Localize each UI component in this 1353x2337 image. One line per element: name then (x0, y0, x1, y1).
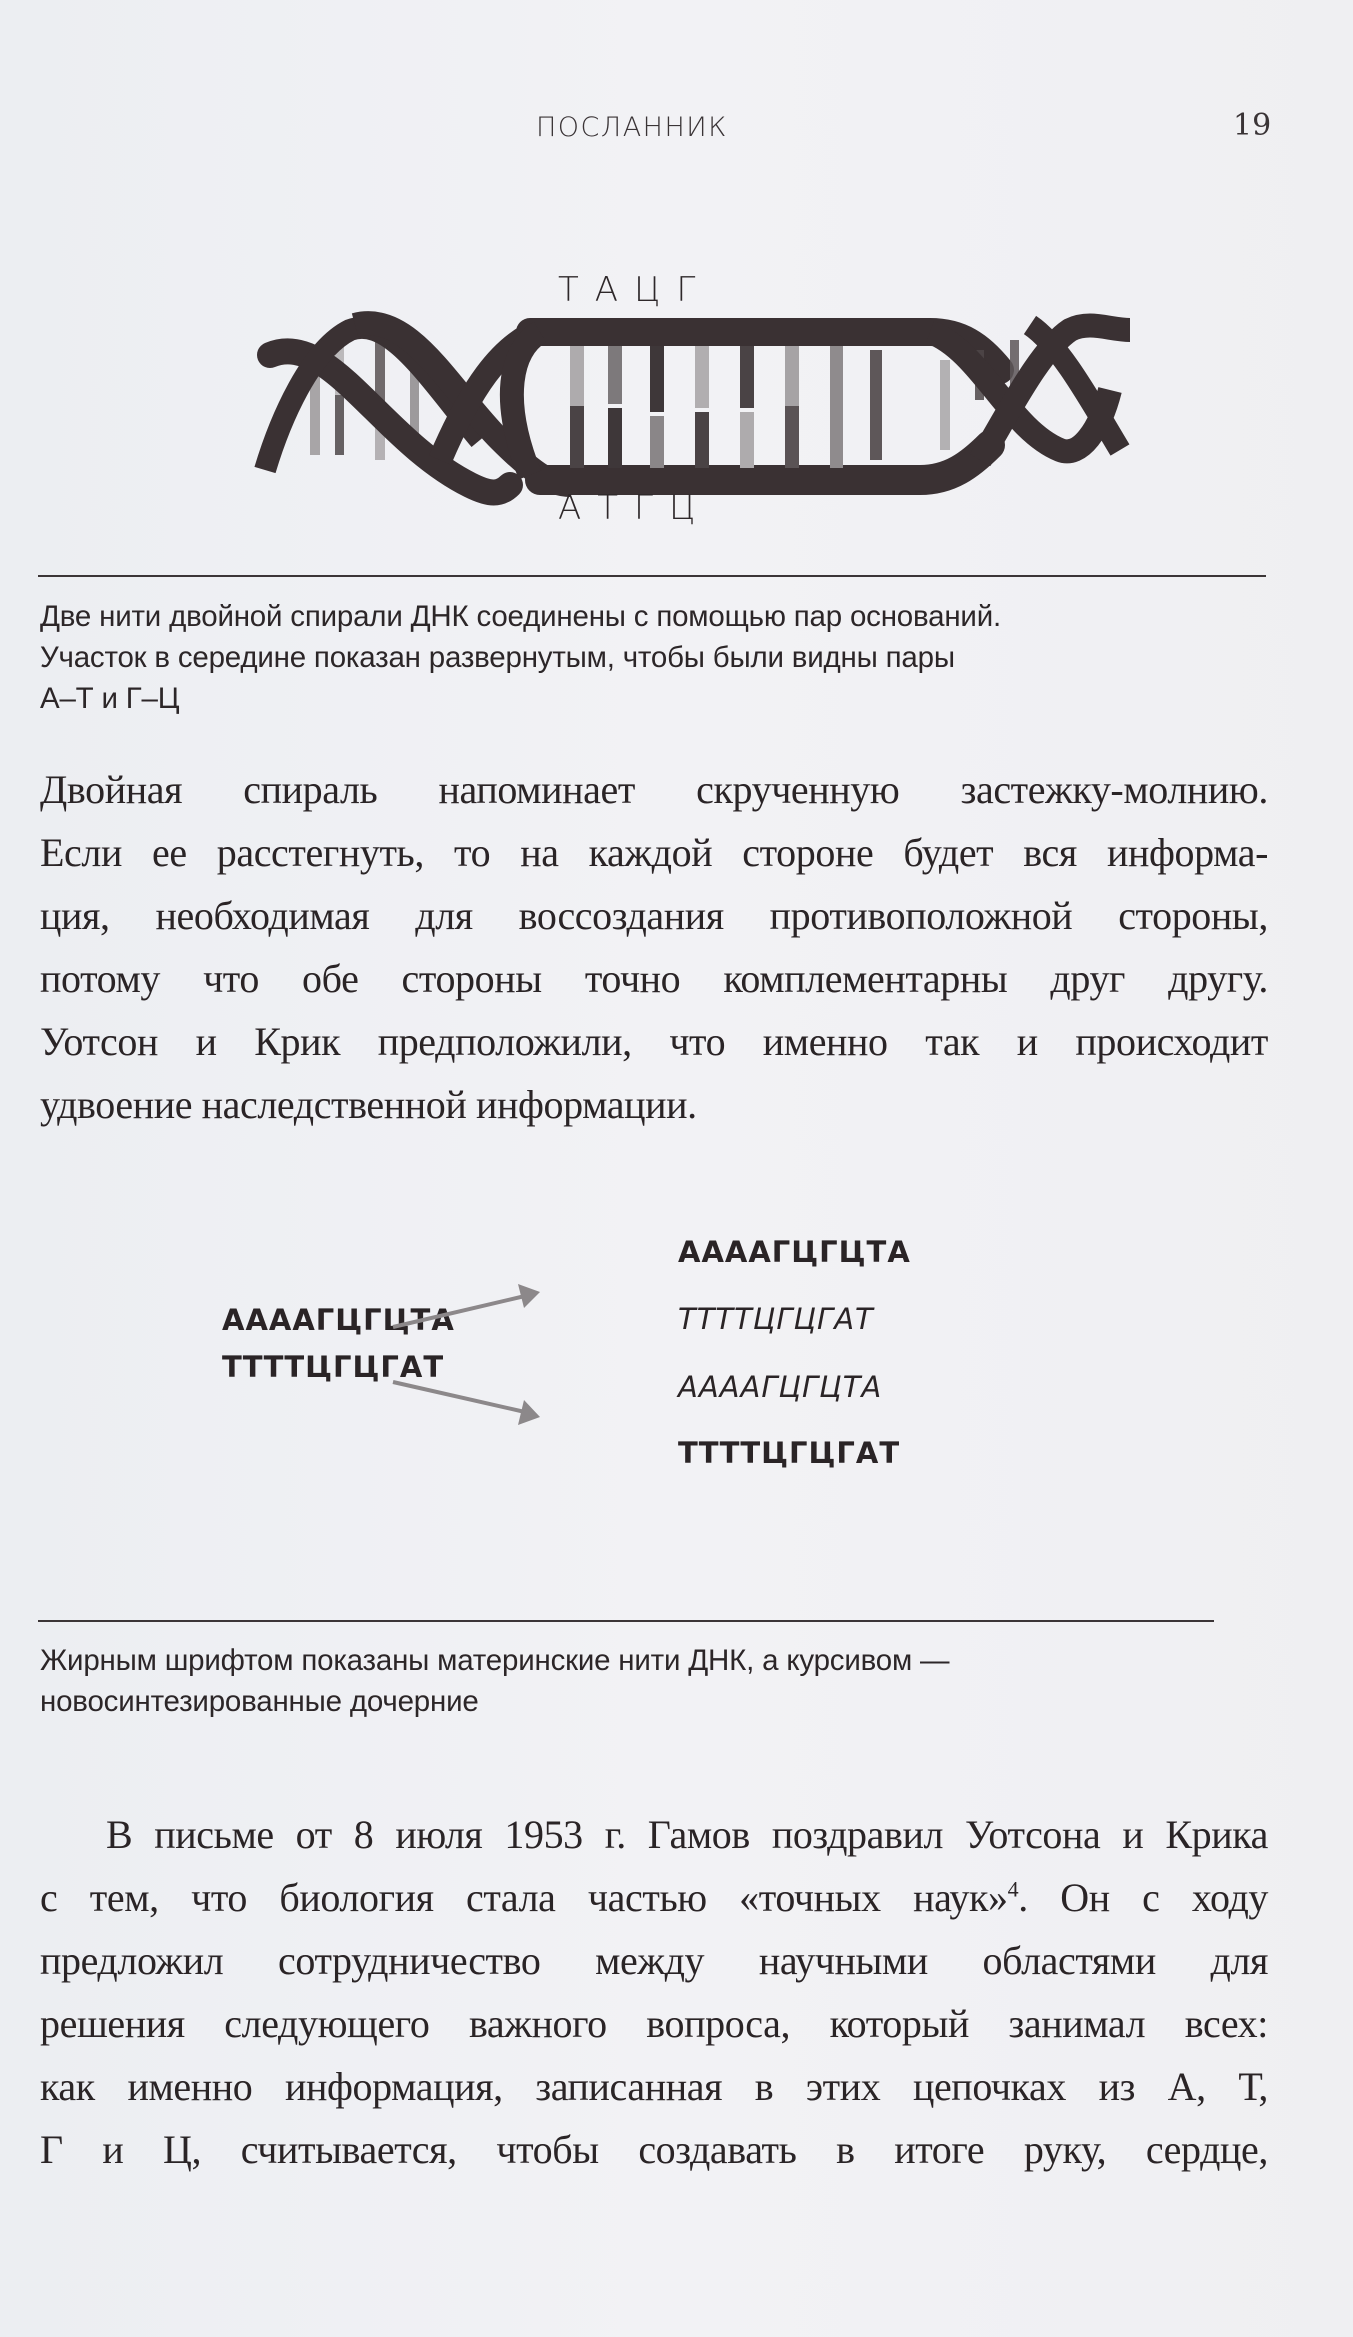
text-line: как именно информация, записанная в этих цепочках из А, Т, (40, 2064, 1268, 2109)
text-line: Уотсон и Крик предположили, что именно так и происходит (40, 1019, 1268, 1064)
caption-line: Участок в середине показан развернутым, чтобы были видны пары (40, 641, 955, 674)
figure2-caption (40, 1640, 949, 1722)
caption-line: Две нити двойной спирали ДНК соединены с помощью пар оснований. (40, 600, 1001, 633)
parent-strand-2: ТТТТЦГЦГАТ (222, 1350, 445, 1384)
daughter1-parent-strand: АААAГЦГЦТА (678, 1235, 911, 1269)
text-fragment: с тем, что биология стала частью «точных наук» (40, 1875, 1008, 1920)
daughter1-new-strand: ТТТТЦГЦГАТ (678, 1302, 874, 1336)
top-base-letters: ТАЦГ (558, 270, 712, 310)
paragraph-gamow-letter (40, 1803, 1268, 2181)
running-title: ПОСЛАННИК (536, 112, 728, 143)
text-line: Если ее расстегнуть, то на каждой стороне будет вся информа- (40, 830, 1268, 875)
caption-line: новосинтезированные дочерние (40, 1685, 479, 1718)
text-line: ция, необходимая для воссоздания противоположной стороны, (40, 893, 1268, 938)
figure1-divider (38, 575, 1266, 577)
bottom-base-letters: АТГЦ (558, 488, 712, 528)
dna-double-helix-figure (240, 270, 1140, 530)
footnote-ref[interactable]: 4 (1007, 1876, 1019, 1902)
text-line: решения следующего важного вопроса, который занимал всех: (40, 2001, 1268, 2046)
text-line: удвоение наследственной информации. (40, 1082, 697, 1127)
arrow-down-right-icon (390, 1370, 550, 1430)
daughter2-parent-strand: ТТТТЦГЦГАТ (678, 1436, 901, 1470)
text-line: Двойная спираль напоминает скрученную застежку-молнию. (40, 767, 1268, 812)
arrow-up-right-icon (390, 1280, 550, 1340)
text-line: Г и Ц, считывается, чтобы создавать в итоге руку, сердце, (40, 2127, 1268, 2172)
caption-line: Жирным шрифтом показаны материнские нити ДНК, а курсивом — (40, 1644, 950, 1677)
text-line: предложил сотрудничество между научными областями для (40, 1938, 1268, 1983)
paragraph-zipper-analogy (40, 758, 1268, 1136)
figure1-caption (40, 596, 1001, 719)
text-line: потому что обе стороны точно комплементарны друг другу. (40, 956, 1268, 1001)
text-line: В письме от 8 июля 1953 г. Гамов поздравил Уотсона и Крика (106, 1812, 1268, 1857)
text-line (40, 1866, 1268, 1929)
figure2-divider (38, 1620, 1214, 1622)
page-number: 19 (1233, 108, 1272, 143)
parent-strand-1: АААAГЦГЦТА (222, 1303, 455, 1337)
caption-line: А–Т и Г–Ц (40, 682, 180, 715)
daughter2-new-strand: АААAГЦГЦТА (678, 1370, 883, 1404)
text-fragment: . Он с ходу (1018, 1875, 1268, 1920)
